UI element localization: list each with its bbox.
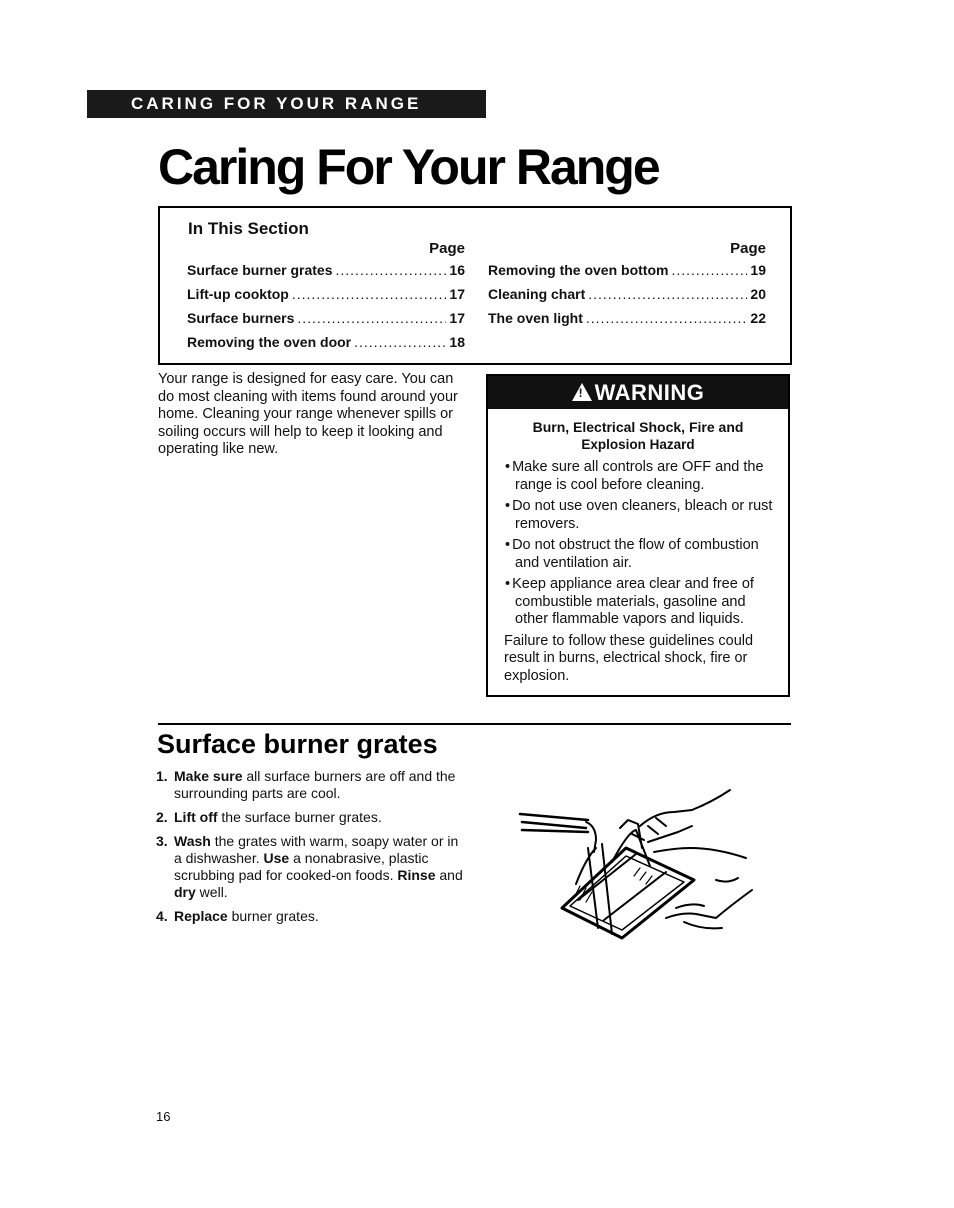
toc-leader-dots bbox=[586, 310, 748, 326]
step-keyword: Wash bbox=[174, 833, 211, 849]
toc-entry-page: 17 bbox=[449, 310, 465, 326]
toc-entry-page: 17 bbox=[449, 286, 465, 302]
steps-list bbox=[156, 768, 466, 932]
step-number: 1. bbox=[156, 768, 168, 784]
warning-item: • Make sure all controls are OFF and the range is cool before cleaning. bbox=[504, 459, 782, 494]
toc-entry[interactable] bbox=[488, 286, 766, 310]
page-number: 16 bbox=[156, 1109, 171, 1124]
toc-leader-dots bbox=[588, 286, 747, 302]
toc-leader-dots bbox=[297, 310, 446, 326]
warning-box bbox=[486, 374, 790, 697]
toc-entry-page: 18 bbox=[449, 334, 465, 350]
toc-leader-dots bbox=[354, 334, 446, 350]
step-text: all surface burners are off and the surrounding parts are cool. bbox=[174, 768, 456, 801]
step-keyword: Lift off bbox=[174, 809, 218, 825]
toc-leader-dots bbox=[336, 262, 447, 278]
step-number: 4. bbox=[156, 908, 168, 924]
toc-entry[interactable] bbox=[488, 310, 766, 334]
toc-entry-page: 20 bbox=[750, 286, 766, 302]
step-keyword: Rinse bbox=[397, 867, 436, 883]
step-item bbox=[156, 809, 466, 826]
warning-item: • Keep appliance area clear and free of combustible materials, gasoline and other flammable vapors and liquids. bbox=[504, 576, 782, 629]
toc-page-header: Page bbox=[429, 240, 465, 257]
step-text: a nonabrasive, plastic scrubbing pad for cooked-on foods. bbox=[174, 850, 429, 883]
toc-entry[interactable] bbox=[187, 310, 465, 334]
toc-entry[interactable] bbox=[187, 262, 465, 286]
toc-entry-label: Removing the oven door bbox=[187, 334, 352, 350]
toc-entry-label: Surface burners bbox=[187, 310, 295, 326]
step-item bbox=[156, 833, 466, 901]
toc-leader-dots bbox=[671, 262, 747, 278]
step-text: the surface burner grates. bbox=[217, 809, 382, 825]
toc-page-header: Page bbox=[730, 240, 766, 257]
toc-entry-label: Surface burner grates bbox=[187, 262, 333, 278]
warning-footer: Failure to follow these guidelines could result in burns, electrical shock, fire or explosion. bbox=[504, 632, 754, 684]
toc-entry-page: 19 bbox=[750, 262, 766, 278]
toc-entry[interactable] bbox=[187, 286, 465, 310]
section-divider bbox=[158, 723, 791, 725]
warning-header-text: WARNING bbox=[594, 379, 705, 405]
step-item bbox=[156, 768, 466, 802]
hazard-title-line: Explosion Hazard bbox=[581, 437, 695, 452]
step-keyword: Use bbox=[263, 850, 290, 866]
step-keyword: dry bbox=[174, 884, 196, 900]
hazard-title bbox=[488, 419, 788, 453]
step-text: burner grates. bbox=[227, 908, 319, 924]
toc-entry[interactable] bbox=[488, 262, 766, 286]
toc-entry-label: Lift-up cooktop bbox=[187, 286, 289, 302]
toc-heading: In This Section bbox=[188, 219, 309, 238]
step-number: 3. bbox=[156, 833, 168, 849]
step-text: the grates with warm, soapy water or in a dishwasher. bbox=[174, 833, 459, 866]
warning-item: • Do not obstruct the flow of combustion and ventilation air. bbox=[504, 537, 782, 572]
toc-entry-label: The oven light bbox=[488, 310, 583, 326]
toc-column-right bbox=[488, 240, 766, 334]
warning-item: • Do not use oven cleaners, bleach or rust removers. bbox=[504, 498, 782, 533]
in-this-section-box bbox=[158, 206, 792, 365]
step-item bbox=[156, 908, 466, 925]
hands-lifting-grate-illustration bbox=[516, 788, 756, 946]
toc-leader-dots bbox=[292, 286, 447, 302]
step-text: well. bbox=[195, 884, 228, 900]
toc-entry-page: 22 bbox=[750, 310, 766, 326]
step-keyword: Replace bbox=[174, 908, 228, 924]
step-keyword: Make sure bbox=[174, 768, 243, 784]
intro-paragraph: Your range is designed for easy care. You can do most cleaning with items found around your home. Cleaning your range whenever spills or soiling occurs will help to keep it looking and operating like new. bbox=[158, 371, 458, 457]
toc-entry-label: Removing the oven bottom bbox=[488, 262, 669, 278]
step-text: and bbox=[435, 867, 463, 883]
hazard-title-line: Burn, Electrical Shock, Fire and bbox=[532, 419, 744, 435]
toc-entry[interactable] bbox=[187, 334, 465, 358]
toc-entry-label: Cleaning chart bbox=[488, 286, 586, 302]
toc-entry-page: 16 bbox=[449, 262, 465, 278]
section-title: Surface burner grates bbox=[157, 729, 438, 759]
page-title: Caring For Your Range bbox=[158, 139, 659, 195]
warning-list bbox=[488, 459, 788, 629]
warning-triangle-icon bbox=[572, 383, 592, 401]
section-tab: CARING FOR YOUR RANGE bbox=[87, 90, 486, 118]
step-number: 2. bbox=[156, 809, 168, 825]
toc-column-left bbox=[187, 240, 465, 358]
warning-header bbox=[488, 376, 788, 409]
